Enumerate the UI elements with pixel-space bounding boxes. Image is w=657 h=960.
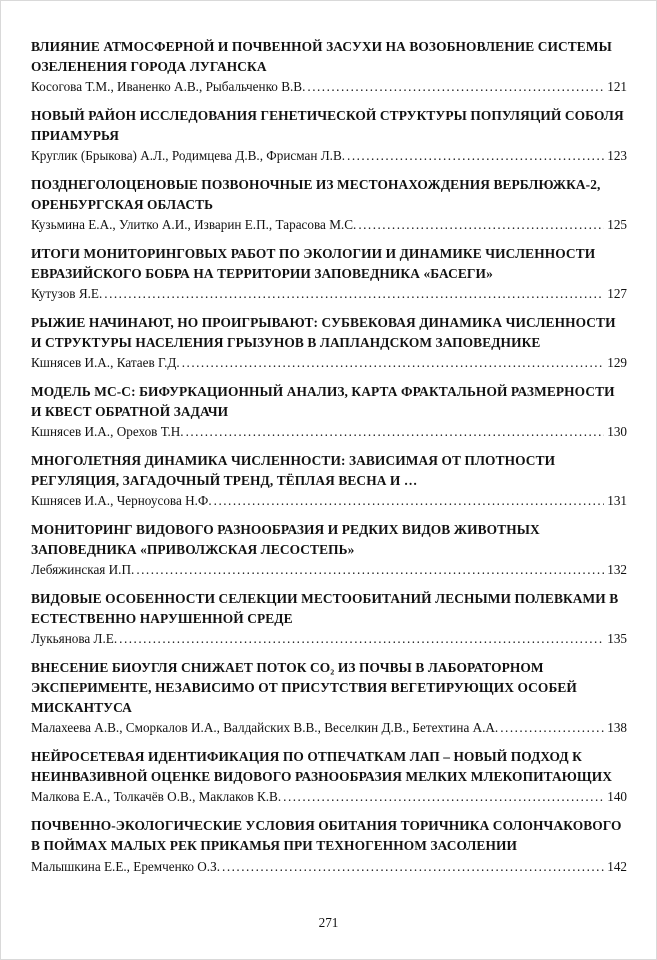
- entry-page-number: 140: [607, 789, 627, 805]
- entry-page-number: 138: [607, 720, 627, 736]
- page-number: 271: [318, 915, 339, 930]
- dot-leader: [136, 560, 604, 580]
- entry-authors-line: [31, 146, 627, 166]
- entry-authors-line: [31, 422, 627, 442]
- dot-leader: [104, 284, 604, 304]
- entry-page-number: 129: [607, 355, 627, 371]
- dot-leader: [119, 629, 604, 649]
- dot-leader: [186, 422, 605, 442]
- toc-entry: [31, 37, 627, 97]
- entry-page-number: 130: [607, 424, 627, 440]
- toc-entry: [31, 175, 627, 235]
- entry-authors-line: [31, 560, 627, 580]
- entry-page-number: 127: [607, 286, 627, 302]
- entry-page-number: 125: [607, 217, 627, 233]
- entry-authors-line: [31, 718, 627, 738]
- entry-authors-line: [31, 284, 627, 304]
- entry-page-number: 132: [607, 562, 627, 578]
- toc-entry: [31, 658, 627, 738]
- entry-authors: Кузьмина Е.А., Улитко А.И., Изварин Е.П., Тарасова М.С.: [31, 217, 357, 233]
- toc-entry: [31, 520, 627, 580]
- entry-title: ПОЗДНЕГОЛОЦЕНОВЫЕ ПОЗВОНОЧНЫЕ ИЗ МЕСТОНАХОЖДЕНИЯ ВЕРБЛЮЖКА-2, ОРЕНБУРГСКАЯ ОБЛАСТЬ: [31, 177, 601, 213]
- entry-authors: Малышкина Е.Е., Еремченко О.З.: [31, 858, 221, 874]
- entry-authors-line: [31, 77, 627, 97]
- entry-authors: Косогова Т.М., Иваненко А.В., Рыбальченко В.В.: [31, 79, 306, 95]
- entry-title: ВНЕСЕНИЕ БИОУГЛЯ СНИЖАЕТ ПОТОК CO₂ ИЗ ПОЧВЫ В ЛАБОРАТОРНОМ ЭКСПЕРИМЕНТЕ, НЕЗАВИСИМО ОТ ПРИСУТСТВИЯ ВЕГЕТИРУЮЩИХ ОСОБЕЙ МИСКАНТУСА: [31, 660, 577, 716]
- entry-title: МОНИТОРИНГ ВИДОВОГО РАЗНООБРАЗИЯ И РЕДКИХ ВИДОВ ЖИВОТНЫХ ЗАПОВЕДНИКА «ПРИВОЛЖСКАЯ ЛЕСОСТЕПЬ»: [31, 522, 540, 558]
- entry-authors: Кшнясев И.А., Черноусова Н.Ф.: [31, 493, 212, 509]
- dot-leader: [347, 146, 604, 166]
- toc-content: [31, 37, 627, 885]
- entry-title: РЫЖИЕ НАЧИНАЮТ, НО ПРОИГРЫВАЮТ: СУБВЕКОВАЯ ДИНАМИКА ЧИСЛЕННОСТИ И СТРУКТУРЫ НАСЕЛЕНИЯ ГРЫЗУНОВ В ЛАПЛАНДСКОМ ЗАПОВЕДНИКЕ: [31, 315, 616, 351]
- entry-authors: Кшнясев И.А., Катаев Г.Д.: [31, 355, 180, 371]
- entry-title: ВЛИЯНИЕ АТМОСФЕРНОЙ И ПОЧВЕННОЙ ЗАСУХИ НА ВОЗОБНОВЛЕНИЕ СИСТЕМЫ ОЗЕЛЕНЕНИЯ ГОРОДА ЛУГАНСКА: [31, 39, 612, 75]
- entry-title: ПОЧВЕННО-ЭКОЛОГИЧЕСКИЕ УСЛОВИЯ ОБИТАНИЯ ТОРИЧНИКА СОЛОНЧАКОВОГО В ПОЙМАХ МАЛЫХ РЕК ПРИКАМЬЯ ПРИ ТЕХНОГЕННОМ ЗАСОЛЕНИИ: [31, 818, 622, 854]
- entry-authors: Кшнясев И.А., Орехов Т.Н.: [31, 424, 184, 440]
- entry-authors: Лебяжинская И.П.: [31, 562, 135, 578]
- toc-entry: [31, 244, 627, 304]
- entry-title: НЕЙРОСЕТЕВАЯ ИДЕНТИФИКАЦИЯ ПО ОТПЕЧАТКАМ ЛАП – НОВЫЙ ПОДХОД К НЕИНВАЗИВНОЙ ОЦЕНКЕ ВИДОВОГО РАЗНООБРАЗИЯ МЕЛКИХ МЛЕКОПИТАЮЩИХ: [31, 749, 613, 785]
- dot-leader: [182, 353, 605, 373]
- toc-entry: [31, 313, 627, 373]
- entry-page-number: 123: [607, 148, 627, 164]
- entry-authors: Кутузов Я.Е.: [31, 286, 103, 302]
- entry-title: НОВЫЙ РАЙОН ИССЛЕДОВАНИЯ ГЕНЕТИЧЕСКОЙ СТРУКТУРЫ ПОПУЛЯЦИЙ СОБОЛЯ ПРИАМУРЬЯ: [31, 108, 624, 144]
- toc-entry: [31, 106, 627, 166]
- entry-authors: Малкова Е.А., Толкачёв О.В., Маклаков К.В.: [31, 789, 282, 805]
- dot-leader: [222, 857, 604, 877]
- entry-page-number: 121: [607, 79, 627, 95]
- entry-title: МОДЕЛЬ МС-С: БИФУРКАЦИОННЫЙ АНАЛИЗ, КАРТА ФРАКТАЛЬНОЙ РАЗМЕРНОСТИ И КВЕСТ ОБРАТНОЙ ЗАДАЧИ: [31, 384, 615, 420]
- entry-authors-line: [31, 353, 627, 373]
- dot-leader: [283, 787, 604, 807]
- entry-title: ИТОГИ МОНИТОРИНГОВЫХ РАБОТ ПО ЭКОЛОГИИ И ДИНАМИКЕ ЧИСЛЕННОСТИ ЕВРАЗИЙСКОГО БОБРА НА ТЕРРИТОРИИ ЗАПОВЕДНИКА «БАСЕГИ»: [31, 246, 596, 282]
- entry-authors: Малахеева А.В., Сморкалов И.А., Валдайских В.В., Веселкин Д.В., Бетехтина А.А.: [31, 720, 499, 736]
- entry-page-number: 135: [607, 631, 627, 647]
- toc-entry: [31, 747, 627, 807]
- entry-authors-line: [31, 215, 627, 235]
- entry-authors-line: [31, 629, 627, 649]
- dot-leader: [500, 718, 604, 738]
- toc-entry: [31, 589, 627, 649]
- entry-authors: Круглик (Брыкова) А.Л., Родимцева Д.В., Фрисман Л.В.: [31, 148, 346, 164]
- entry-authors-line: [31, 491, 627, 511]
- entry-authors-line: [31, 857, 627, 877]
- toc-entry: [31, 451, 627, 511]
- entry-title: ВИДОВЫЕ ОСОБЕННОСТИ СЕЛЕКЦИИ МЕСТООБИТАНИЙ ЛЕСНЫМИ ПОЛЕВКАМИ В ЕСТЕСТВЕННО НАРУШЕННОЙ СРЕДЕ: [31, 591, 619, 627]
- entry-title: МНОГОЛЕТНЯЯ ДИНАМИКА ЧИСЛЕННОСТИ: ЗАВИСИМАЯ ОТ ПЛОТНОСТИ РЕГУЛЯЦИЯ, ЗАГАДОЧНЫЙ ТРЕНД, ТЁПЛАЯ ВЕСНА И …: [31, 453, 556, 489]
- dot-leader: [307, 77, 604, 97]
- entry-page-number: 142: [607, 858, 627, 874]
- dot-leader: [358, 215, 604, 235]
- entry-page-number: 131: [607, 493, 627, 509]
- toc-entry: [31, 816, 627, 876]
- entry-authors-line: [31, 787, 627, 807]
- entry-authors: Лукьянова Л.Е.: [31, 631, 118, 647]
- dot-leader: [214, 491, 605, 511]
- toc-entry: [31, 382, 627, 442]
